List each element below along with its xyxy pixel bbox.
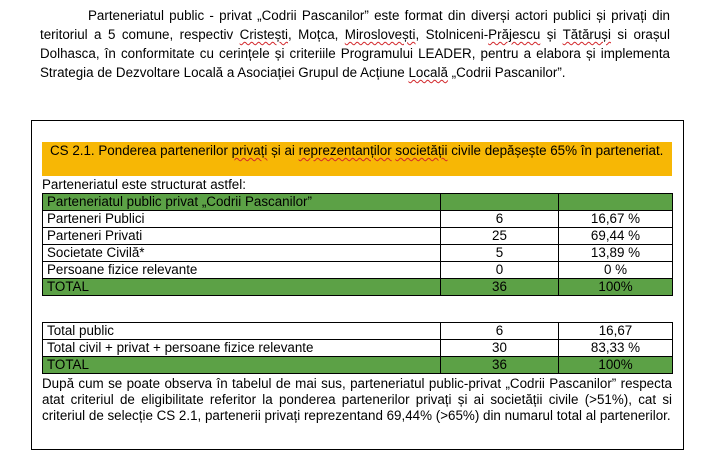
row-count: 25 xyxy=(441,228,559,245)
row-percent: 69,44 % xyxy=(559,228,673,245)
table-row xyxy=(43,228,673,245)
row-count: 0 xyxy=(441,262,559,279)
total-label: TOTAL xyxy=(43,279,441,296)
commune-name: Cristești xyxy=(239,27,289,42)
row-label: Persoane fizice relevante xyxy=(43,262,441,279)
total-count: 36 xyxy=(441,357,559,374)
row-percent: 83,33 % xyxy=(559,340,673,357)
table-row xyxy=(43,211,673,228)
row-count: 30 xyxy=(441,340,559,357)
row-percent: 13,89 % xyxy=(559,245,673,262)
total-count: 36 xyxy=(441,279,559,296)
criterion-callout: CS 2.1. Ponderea partenerilor privați și ai reprezentanților societății civile depășește 65% în parteneriat. xyxy=(42,142,672,176)
row-percent: 16,67 % xyxy=(559,211,673,228)
row-percent: 0 % xyxy=(559,262,673,279)
commune-name: Prăjescu xyxy=(488,27,541,42)
commune-name: Miroslovești xyxy=(344,27,416,42)
commune-name: Tătăruși xyxy=(562,27,611,42)
table-header: Parteneriatul public privat „Codrii Pascanilor” xyxy=(43,194,441,211)
table-row xyxy=(43,245,673,262)
row-label: Total civil + privat + persoane fizice relevante xyxy=(43,340,441,357)
total-percent: 100% xyxy=(559,279,673,296)
summary-table xyxy=(42,322,673,374)
row-label: Societate Civilă* xyxy=(43,245,441,262)
row-label: Total public xyxy=(43,323,441,340)
row-count: 6 xyxy=(441,211,559,228)
table-row xyxy=(43,262,673,279)
table-header-row xyxy=(43,194,673,211)
table-row xyxy=(43,323,673,340)
conclusion-paragraph: După cum se poate observa în tabelul de mai sus, parteneriatul public-privat „Codrii Pascanilor” respecta atat criteriul de eligibilitate referitor la ponderea partenerilor privați și ai societății civile (>51%), cat si criteriul de selecție CS 2.1, partenerii privați reprezentand 69,44% (>65%) din numarul total al partenerilor. xyxy=(42,376,672,423)
total-percent: 100% xyxy=(559,357,673,374)
total-label: TOTAL xyxy=(43,357,441,374)
partnership-table xyxy=(42,193,673,296)
row-count: 5 xyxy=(441,245,559,262)
table-caption: Parteneriatul este structurat astfel: xyxy=(42,177,246,192)
table-row xyxy=(43,340,673,357)
row-label: Parteneri Publici xyxy=(43,211,441,228)
table-total-row xyxy=(43,357,673,374)
row-percent: 16,67 xyxy=(559,323,673,340)
table-total-row xyxy=(43,279,673,296)
row-count: 6 xyxy=(441,323,559,340)
row-label: Parteneri Privati xyxy=(43,228,441,245)
intro-paragraph: Parteneriatul public - privat „Codrii Pascanilor” este format din diverși actori publici și privați din teritoriul a 5 comune, respectiv Cristești, Moțca, Miroslovești, Stolniceni-Prăjescu și Tătăruși si orașul Dolhasca, în conformitate cu cerințele și criteriile Programului LEADER, pentru a elabora și implementa Strategia de Dezvoltare Locală a Asociației Grupul de Acțiune Locală „Codrii Pascanilor”. xyxy=(40,8,670,80)
